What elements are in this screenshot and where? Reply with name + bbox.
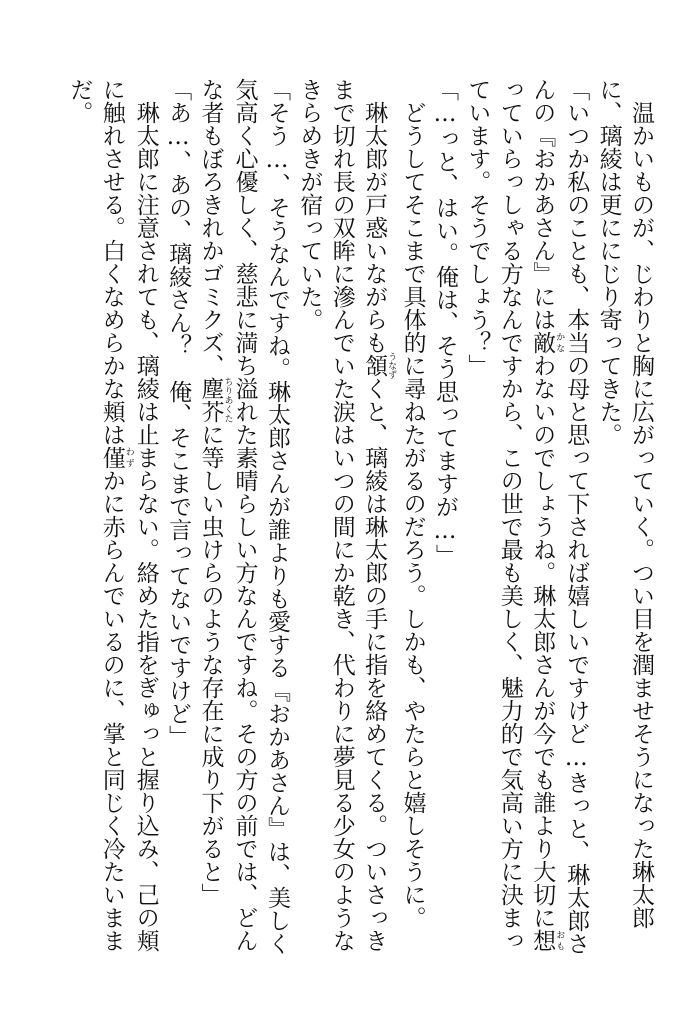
text-run: 琳太郎が戸惑いながらも xyxy=(361,101,388,354)
text-run: どうしてそこまで具体的に尋ねたがるのだろう。しかも、やたらと嬉しそうに。 xyxy=(399,101,426,929)
ruby-base: 僅 xyxy=(98,446,125,469)
text-run: 温かいものが、じわりと胸に広がっていく。つい目を潤ませそうになった琳太郎に、璃綾は更ににじり寄ってきた。 xyxy=(595,78,654,929)
ruby-annotated-word xyxy=(529,331,565,354)
text-run: 「あ…、あの、璃綾さん？ 俺、そこまで言ってないですけど」 xyxy=(165,78,192,748)
text-run: 「そう…、そうなんですね。琳太郎さんが誰よりも愛する『おかあさん』は、美しく気高く心優しく、慈悲に満ち溢れた素晴らしい方なんですね。その方の前では、どんな者もぼろきれかゴミクズ、 xyxy=(197,78,290,955)
text-run: くと、璃綾は琳太郎の手に指を絡めてくる。ついさっきまで切れ長の双眸に滲んでいた涙はいつの間にか乾き、代わりに夢見る少女のようなきらめきが宿っていた。 xyxy=(296,78,388,952)
furigana: わず xyxy=(123,446,134,469)
dialogue-paragraph xyxy=(162,78,194,958)
text-run: 「…っと、はい。俺は、そう思ってますが…」 xyxy=(431,78,458,567)
ruby-base: 塵芥 xyxy=(197,377,224,423)
narration-paragraph xyxy=(63,78,162,958)
ruby-annotated-word xyxy=(529,929,565,952)
furigana: かな xyxy=(554,331,565,354)
ruby-base: 頷 xyxy=(361,352,388,379)
ruby-base: 想 xyxy=(529,929,556,952)
ruby-annotated-word xyxy=(98,446,134,469)
dialogue-paragraph xyxy=(429,78,461,958)
text-run: っていらっしゃる方なんですから、この世で最も美しく、魅力的で気高い方に決まっています。そうでしょう？」 xyxy=(464,78,523,952)
ruby-base: 敵 xyxy=(529,331,556,354)
furigana: おも xyxy=(554,929,565,952)
text-run: 「いつか私のことも、本当の母と思って下されば嬉しいですけど…きっと、琳太郎さんの『おかあさん』には xyxy=(529,78,590,955)
dialogue-paragraph xyxy=(461,78,592,958)
text-run: に等しい虫けらのような存在に成り下がると」 xyxy=(197,423,224,906)
text-run: 琳太郎に注意されても、璃綾は止まらない。絡めた指をぎゅっと握り込み、己の頬に触れさせる。白くなめらかな頬は xyxy=(98,78,159,952)
narration-paragraph xyxy=(396,78,428,958)
vertical-text-body xyxy=(27,78,657,958)
narration-paragraph xyxy=(293,78,396,958)
ruby-annotated-word xyxy=(361,352,397,379)
text-run: かに赤らんでいるのに、掌と同じく冷たいままだ。 xyxy=(66,78,125,952)
dialogue-paragraph xyxy=(194,78,293,958)
furigana: ちりあくた xyxy=(222,377,233,423)
ruby-annotated-word xyxy=(197,377,233,423)
furigana: うなず xyxy=(386,352,397,379)
narration-paragraph xyxy=(592,78,657,958)
text-run: わないのでしょうね。琳太郎さんが今でも誰より大切に xyxy=(529,354,556,929)
